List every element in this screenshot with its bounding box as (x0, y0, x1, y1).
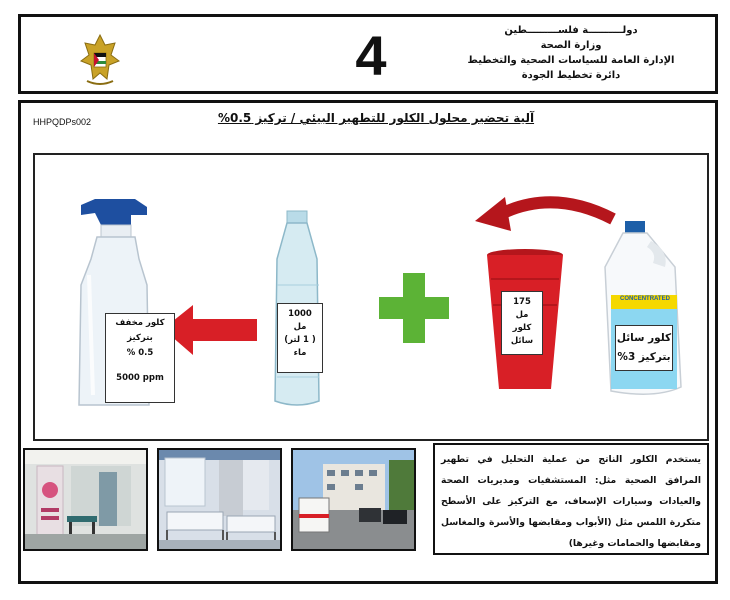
organization-header (441, 23, 701, 83)
photo-ambulances (291, 448, 416, 551)
org-line-ministry: وزارة الصحة (540, 40, 602, 51)
water-label (277, 303, 323, 373)
spray-label-line: 5000 ppm (116, 373, 164, 383)
cup-label-line: 175 (513, 297, 531, 307)
water-label-line: ( 1 لتر) (284, 335, 316, 345)
cup-label-line: سائل (510, 336, 534, 346)
left-arrow-icon (163, 305, 257, 355)
cup-label-line: كلور (512, 323, 532, 333)
document-code: HHPQDPs002 (33, 117, 92, 127)
water-label-line: ماء (293, 348, 307, 358)
usage-info-box: يستخدم الكلور الناتج من عملية التحليل في تطهير المرافق الصحية مثل: المستشفيات ومديريات الصحة والعيادات وسيارات الإسعاف، مع التركيز على الأسطح متكررة اللمس مثل (الأبواب ومقابضها والأسرة والمغاسل ومقابضها والحمامات وغيرها) (433, 443, 709, 555)
water-label-line: مل (293, 322, 307, 332)
bleach-brand: CONCENTRATED (620, 296, 670, 302)
bleach-label-line: كلور سائل (616, 332, 672, 344)
document-title: آلية تحضير محلول الكلور للتطهير البيئي / تركيز 0.5% (217, 111, 535, 125)
spray-label (105, 313, 175, 403)
plus-icon (379, 273, 449, 343)
header (18, 14, 718, 94)
preparation-steps (33, 153, 709, 441)
cup-label (501, 291, 543, 355)
photo-hospital-ward (157, 448, 282, 551)
palestine-emblem-icon (77, 31, 123, 87)
org-line-country: دولــــــــــة فلســـــــــطين (504, 25, 638, 36)
water-label-line: 1000 (288, 309, 312, 319)
spray-label-line: بتركيز (127, 333, 153, 343)
cup-label-line: مل (515, 310, 529, 320)
org-line-department: دائرة تخطيط الجودة (521, 70, 621, 81)
page-number: 4 (355, 24, 387, 87)
curved-arrow-icon (475, 197, 613, 231)
bleach-label (615, 325, 673, 371)
bleach-label-line: بتركيز 3% (617, 351, 671, 363)
spray-label-line: كلور مخفف (115, 318, 165, 328)
spray-label-line: 0.5 % (126, 348, 154, 358)
content-panel (18, 100, 718, 584)
photo-clinic-hallway (23, 448, 148, 551)
org-line-directorate: الإدارة العامة للسياسات الصحية والتخطيط (467, 55, 675, 66)
